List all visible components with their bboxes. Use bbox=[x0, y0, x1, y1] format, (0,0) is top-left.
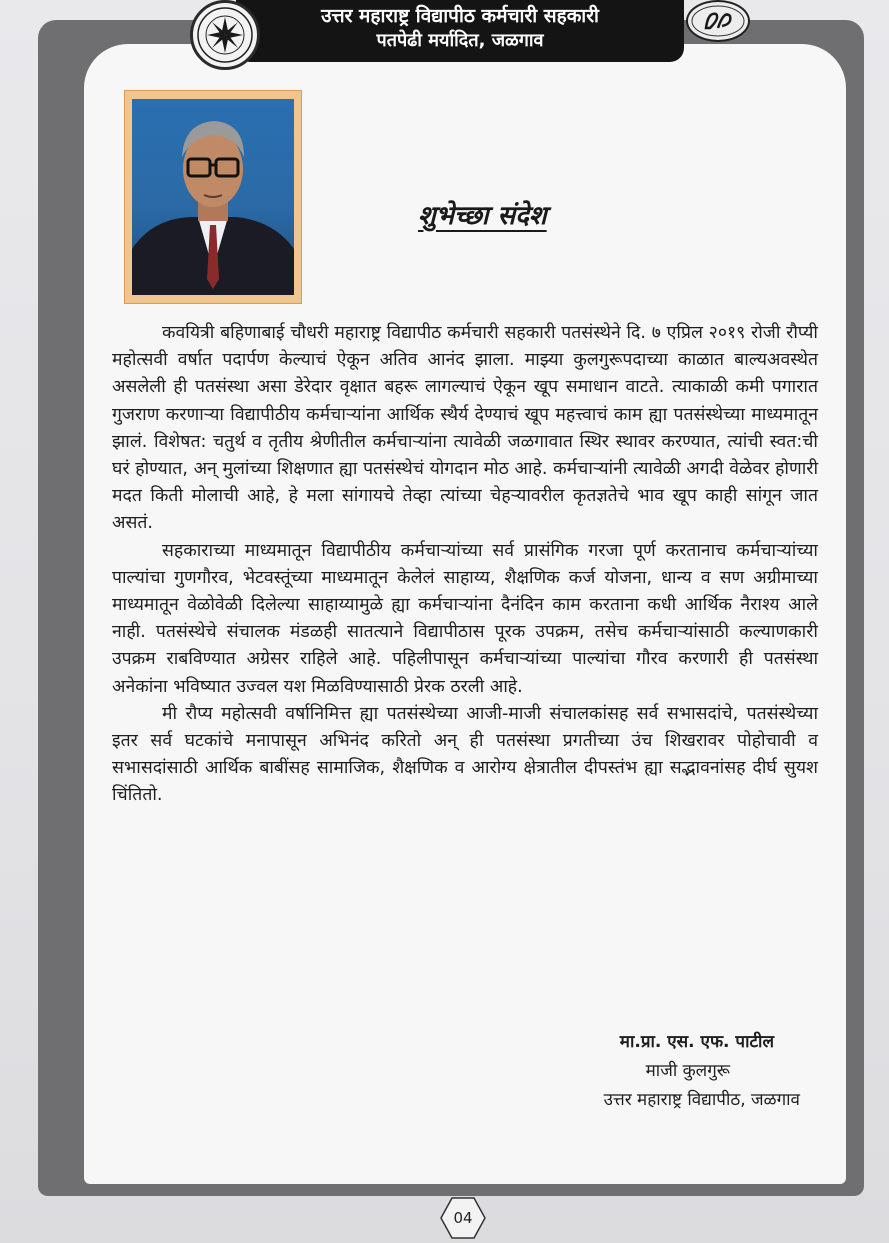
portrait-photo bbox=[132, 99, 294, 295]
signature-block bbox=[500, 1028, 800, 1115]
signatory-institution: उत्तर महाराष्ट्र विद्यापीठ, जळगाव bbox=[603, 1090, 800, 1110]
message-body bbox=[112, 320, 818, 810]
signatory-name: मा.प्रा. एस. एफ. पाटील bbox=[619, 1032, 774, 1052]
header-band bbox=[236, 0, 684, 62]
anniversary-25-icon bbox=[686, 0, 750, 42]
message-paragraph: कवयित्री बहिणाबाई चौधरी महाराष्ट्र विद्यापीठ कर्मचारी सहकारी पतसंस्थेने दि. ७ एप्रिल २०१९ रोजी रौप्यी महोत्सवी वर्षात पदार्पण केल्याचं ऐकून अतिव आनंद झाला. माझ्या कुलगुरूपदाच्या काळात बाल्यअवस्थेत असलेली ही पतसंस्था असा डेरेदार वृक्षात बहरू लागल्याचं ऐकून खूप समाधान वाटते. त्याकाळी कमी पगारात गुजराण करणाऱ्या विद्यापीठीय कर्मचाऱ्यांना आर्थिक स्थैर्य देण्याचं खूप महत्त्वाचं काम ह्या पतसंस्थेच्या माध्यमातून झालं. विशेषत: चतुर्थ व तृतीय श्रेणीतील कर्मचाऱ्यांना त्यावेळी जळगावात स्थिर स्थावर करण्यात, त्यांची स्वत:ची घरं होण्यात, अन् मुलांच्या शिक्षणात ह्या पतसंस्थेचं योगदान मोठ आहे. कर्मचाऱ्यांनी त्यावेळी अगदी वेळेवर होणारी मदत किती मोलाची आहे, हे मला सांगायचे तेव्हा त्यांच्या चेहऱ्यावरील कृतज्ञतेचे भाव खूप काही सांगून जात असतं. bbox=[112, 323, 818, 534]
message-paragraph: मी रौप्य महोत्सवी वर्षानिमित्त ह्या पतसंस्थेच्या आजी-माजी संचालकांसह सर्व सभासदांचे, पतसंस्थेच्या इतर सर्व घटकांचे मनापासून अभिनंद करितो अन् ही पतसंस्था प्रगतीच्या उंच शिखरावर पोहोचावी व सभासदांसाठी आर्थिक बाबींसह सामाजिक, शैक्षणिक व आरोग्य क्षेत्रातील दीपस्तंभ ह्या सद्भावनांसह दीर्घ सुयश चिंतितो. bbox=[112, 703, 818, 806]
university-seal-icon bbox=[190, 0, 260, 70]
header-title-line2: पतपेढी मर्यादित, जळगाव bbox=[376, 30, 544, 51]
portrait-photo-frame bbox=[124, 90, 302, 304]
page-number: 04 bbox=[453, 1209, 473, 1227]
page-title: शुभेच्छा संदेश bbox=[418, 201, 547, 231]
signatory-role: माजी कुलगुरू bbox=[645, 1061, 730, 1081]
header-title-line1: उत्तर महाराष्ट्र विद्यापीठ कर्मचारी सहकारी bbox=[321, 5, 599, 27]
message-paragraph: सहकाराच्या माध्यमातून विद्यापीठीय कर्मचाऱ्यांच्या सर्व प्रासंगिक गरजा पूर्ण करतानाच कर्मचाऱ्यांच्या पाल्यांचा गुणगौरव, भेटवस्तूंच्या माध्यमातून केलेलं साहाय्य, शैक्षणिक कर्ज योजना, धान्य व सण अग्रीमाच्या माध्यमातून वेळोवेळी दिलेल्या साहाय्यामुळे ह्या कर्मचाऱ्यांना दैनंदिन काम करताना कधी आर्थिक नैराश्य आले नाही. पतसंस्थेचे संचालक मंडळही सातत्याने विद्यापीठास पूरक उपक्रम, तसेच कर्मचाऱ्यांसाठी कल्याणकारी उपक्रम राबविण्यात अग्रेसर राहिले आहे. पहिलीपासून कर्मचाऱ्यांच्या पाल्यांचा गौरव करणारी ही पतसंस्था अनेकांना भविष्यात उज्वल यश मिळविण्यासाठी प्रेरक ठरली आहे. bbox=[112, 540, 818, 697]
page-number-badge bbox=[440, 1196, 486, 1240]
